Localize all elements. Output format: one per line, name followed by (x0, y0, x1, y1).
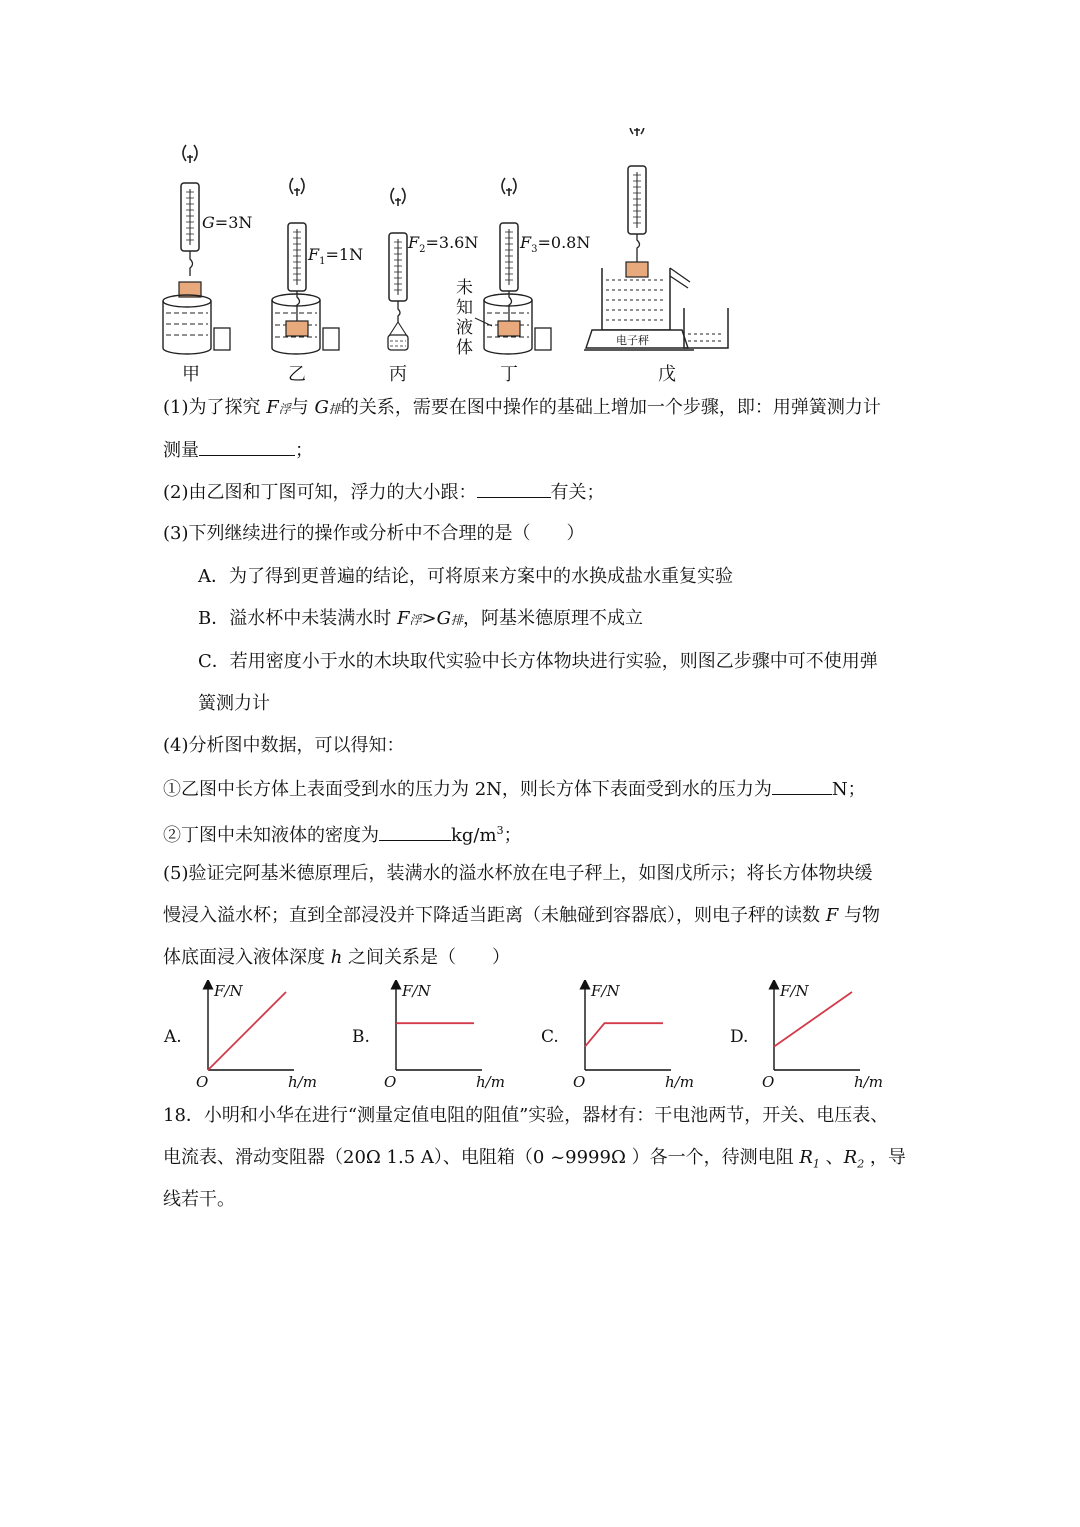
q1-line2: 测量 ； (163, 437, 313, 464)
unknown-liquid-label (456, 278, 473, 358)
q3-stem: (3)下列继续进行的操作或分析中不合理的是（ ） (163, 523, 585, 544)
graph-c-series-line (585, 1023, 663, 1046)
graph-d-origin: O (762, 1073, 775, 1090)
q18-line1: 18．小明和小华在进行“测量定值电阻的阻值”实验，器材有：干电池两节，开关、电压表、 (163, 1105, 889, 1126)
q5-line2: 慢浸入溢水杯；直到全部浸没并下降适当距离（未触碰到容器底），则电子秤的读数 F 与物 (163, 905, 880, 926)
reading-ding: $F_3=0.8N$ (520, 233, 591, 255)
q3-option-b[interactable]: B．溢水杯中未装满水时 F浮>G排，阿基米德原理不成立 (198, 608, 643, 629)
q18-line2: 电流表、滑动变阻器（20Ω 1.5 A）、电阻箱（0 ~9999Ω ）各一个，待测电阻 $R_1$ 、$R_2$ ，导 (163, 1147, 906, 1171)
graph-a-x-label: h/m (288, 1073, 317, 1090)
setup-jia (163, 145, 252, 354)
graph-b-origin: O (384, 1073, 397, 1090)
graph-d-x-label: h/m (854, 1073, 883, 1090)
choice-c-label[interactable]: C. (541, 1027, 559, 1047)
svg-text:知: 知 (456, 298, 473, 318)
q4-sub1: ①乙图中长方体上表面受到水的压力为 2N，则长方体下表面受到水的压力为 N； (163, 776, 866, 803)
q3-option-c-cont: 簧测力计 (198, 693, 270, 714)
label-yi: 乙 (288, 364, 306, 385)
reading-bing: $F_2=3.6N$ (408, 233, 479, 255)
q4-sub1-blank[interactable] (772, 776, 832, 795)
choice-graphs (160, 980, 920, 1090)
q5-line1: (5)验证完阿基米德原理后，装满水的溢水杯放在电子秤上，如图戊所示；将长方体物块缓 (163, 863, 873, 884)
choice-graphs-svg (160, 980, 920, 1090)
choice-b-label[interactable]: B. (352, 1027, 370, 1047)
label-ding: 丁 (500, 364, 518, 385)
setup-wu (584, 128, 728, 350)
graph-a-y-label: F/N (214, 982, 243, 1000)
q1-line1: (1)为了探究 F浮与 G排的关系，需要在图中操作的基础上增加一个步骤，即：用弹簧测力计 (163, 397, 881, 418)
svg-text:液: 液 (456, 318, 473, 338)
graph-a-origin: O (196, 1073, 209, 1090)
q3-option-a[interactable]: A．为了得到更普遍的结论，可将原来方案中的水换成盐水重复实验 (198, 566, 733, 587)
graph-b-y-label: F/N (402, 982, 431, 1000)
reading-jia: G=3N (202, 213, 253, 232)
svg-text:体: 体 (456, 338, 473, 358)
q4-sub2: ②丁图中未知液体的密度为 $kg/m^3$； (163, 824, 522, 846)
graph-c-x-label: h/m (665, 1073, 694, 1090)
q5-line3: 体底面浸入液体深度 h 之间关系是（ ） (163, 947, 511, 968)
setup-ding (456, 178, 590, 358)
experiment-diagram (150, 128, 930, 390)
q3-option-c[interactable]: C．若用密度小于水的木块取代实验中长方体物块进行实验，则图乙步骤中可不使用弹 (198, 651, 878, 672)
q4-stem: (4)分析图中数据，可以得知： (163, 735, 405, 756)
graph-d-series-line (774, 992, 852, 1047)
q18-line3: 线若干。 (163, 1189, 235, 1210)
label-wu: 戊 (658, 364, 676, 385)
q4-sub2-blank[interactable] (379, 822, 451, 841)
label-jia: 甲 (182, 364, 200, 385)
q1-answer-blank[interactable] (199, 437, 295, 456)
graph-c-y-label: F/N (591, 982, 620, 1000)
q2-line: (2)由乙图和丁图可知，浮力的大小跟： 有关； (163, 479, 605, 506)
setup-yi (272, 178, 363, 354)
graph-a-series-line (208, 992, 286, 1070)
scale-label: 电子秤 (616, 334, 649, 347)
reading-yi: $F_1=1N$ (308, 245, 364, 267)
label-bing: 丙 (389, 364, 407, 385)
graph-b-x-label: h/m (476, 1073, 505, 1090)
graph-d-y-label: F/N (780, 982, 809, 1000)
choice-a-label[interactable]: A. (164, 1027, 182, 1047)
choice-d-label[interactable]: D. (730, 1027, 749, 1047)
svg-text:未: 未 (456, 278, 473, 298)
experiment-figure (150, 128, 930, 390)
q2-answer-blank[interactable] (477, 479, 551, 498)
graph-c-origin: O (573, 1073, 586, 1090)
